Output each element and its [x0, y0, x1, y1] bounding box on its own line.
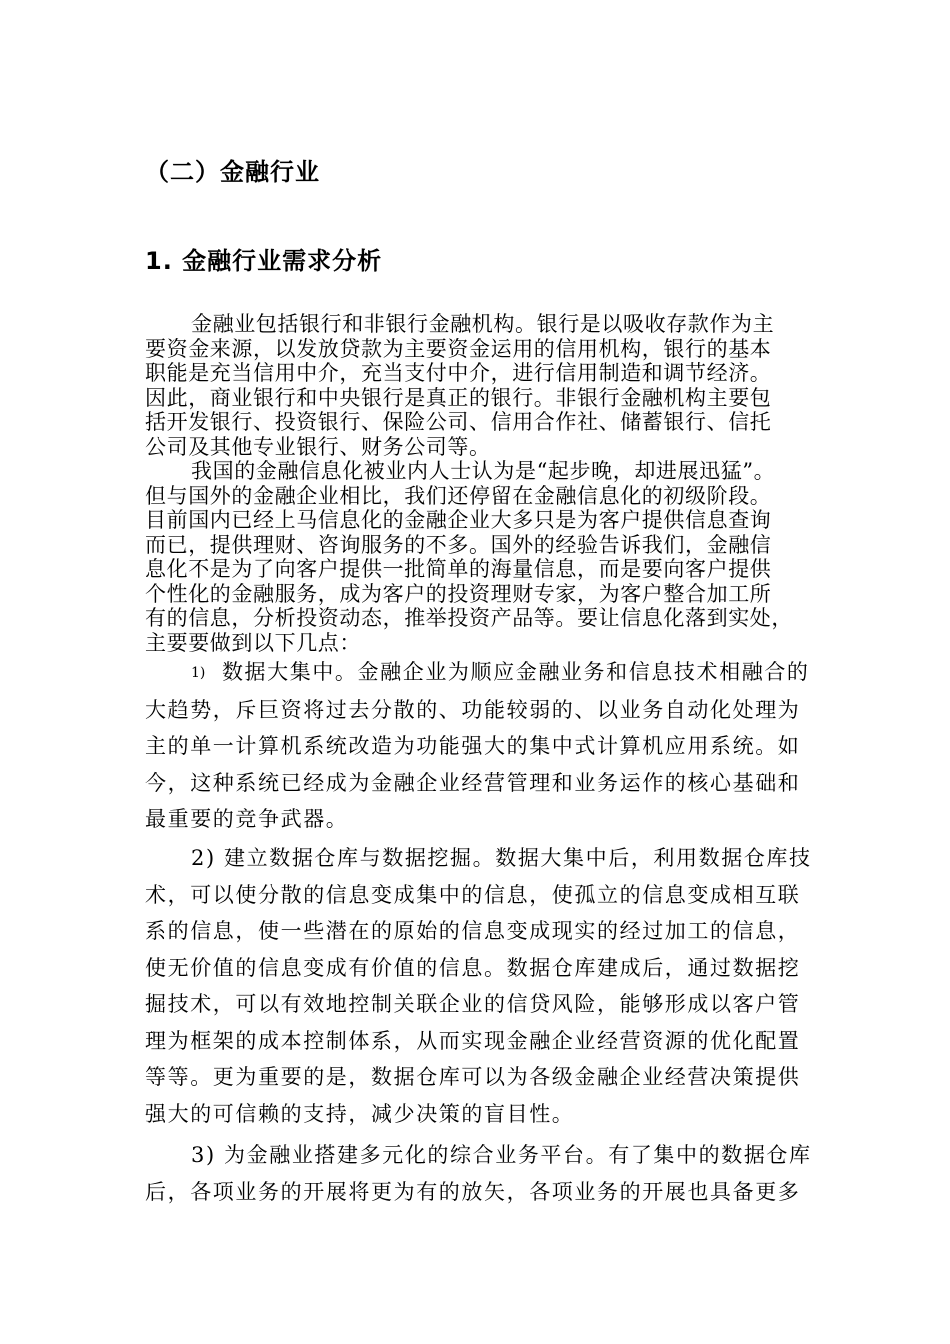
- text-line: 术，可以使分散的信息变成集中的信息，使孤立的信息变成相互联: [145, 882, 801, 907]
- text-line: 但与国外的金融企业相比，我们还停留在金融信息化的初级阶段。: [145, 483, 772, 508]
- text-line: 强大的可信赖的支持，减少决策的盲目性。: [145, 1101, 575, 1126]
- text-line: [145, 654, 813, 692]
- paragraph-banking-overview: [145, 312, 813, 459]
- list-item-business-platform: [145, 1137, 813, 1210]
- text-line: 个性化的金融服务，成为客户的投资理财专家，为客户整合加工所: [145, 581, 772, 606]
- section-title: （二）金融行业: [145, 158, 320, 186]
- list-marker: 1): [191, 665, 206, 681]
- text-line: 我国的金融信息化被业内人士认为是“起步晚，却进展迅猛”。: [191, 459, 776, 483]
- text-line: 而已，提供理财、咨询服务的不多。国外的经验告诉我们，金融信: [145, 532, 772, 557]
- text-line: 等等。更为重要的是，数据仓库可以为各级金融企业经营决策提供: [145, 1065, 801, 1089]
- text-line: 主要要做到以下几点：: [145, 630, 361, 655]
- text-line: 职能是充当信用中介，充当支付中介，进行信用制造和调节经济。: [145, 361, 772, 385]
- text-line: 3) 为金融业搭建多元化的综合业务平台。有了集中的数据仓库: [191, 1143, 812, 1167]
- list-item-data-centralization: [145, 654, 813, 838]
- text-line: 掘技术，可以有效地控制关联企业的信贷风险，能够形成以客户管: [145, 992, 801, 1016]
- text-line: 要资金来源，以发放贷款为主要资金运用的信用机构，银行的基本: [145, 336, 772, 361]
- text-line: 理为框架的成本控制体系，从而实现金融企业经营资源的优化配置: [145, 1028, 801, 1053]
- subsection-title: 1. 金融行业需求分析: [145, 247, 383, 275]
- text-line: 主的单一计算机系统改造为功能强大的集中式计算机应用系统。如: [145, 734, 801, 758]
- text-line: 金融业包括银行和非银行金融机构。银行是以吸收存款作为主: [191, 312, 775, 336]
- text-line: 括开发银行、投资银行、保险公司、信用合作社、储蓄银行、信托: [145, 410, 772, 434]
- text-line: 系的信息，使一些潜在的原始的信息变成现实的经过加工的信息，: [145, 919, 801, 943]
- text-line: 有的信息，分析投资动态，推举投资产品等。要让信息化落到实处，: [145, 606, 793, 630]
- text-line: 使无价值的信息变成有价值的信息。数据仓库建成后，通过数据挖: [145, 955, 801, 980]
- list-item-data-warehouse: [145, 840, 813, 1132]
- text-line: 因此，商业银行和中央银行是真正的银行。非银行金融机构主要包: [145, 385, 772, 410]
- text-line-content: 数据大集中。金融企业为顺应金融业务和信息技术相融合的: [221, 660, 810, 684]
- text-line: 大趋势，斥巨资将过去分散的、功能较弱的、以业务自动化处理为: [145, 697, 801, 722]
- text-line: 今，这种系统已经成为金融企业经营管理和业务运作的核心基础和: [145, 770, 801, 795]
- text-line: 息化不是为了向客户提供一批简单的海量信息，而是要向客户提供: [145, 557, 772, 581]
- text-line: 后，各项业务的开展将更为有的放矢，各项业务的开展也具备更多: [145, 1179, 801, 1204]
- text-line: 最重要的竞争武器。: [145, 807, 349, 831]
- text-line: 2) 建立数据仓库与数据挖掘。数据大集中后，利用数据仓库技: [191, 846, 812, 870]
- text-line: 公司及其他专业银行、财务公司等。: [145, 434, 491, 459]
- paragraph-informatization: [145, 459, 813, 655]
- text-line: 目前国内已经上马信息化的金融企业大多只是为客户提供信息查询: [145, 508, 772, 532]
